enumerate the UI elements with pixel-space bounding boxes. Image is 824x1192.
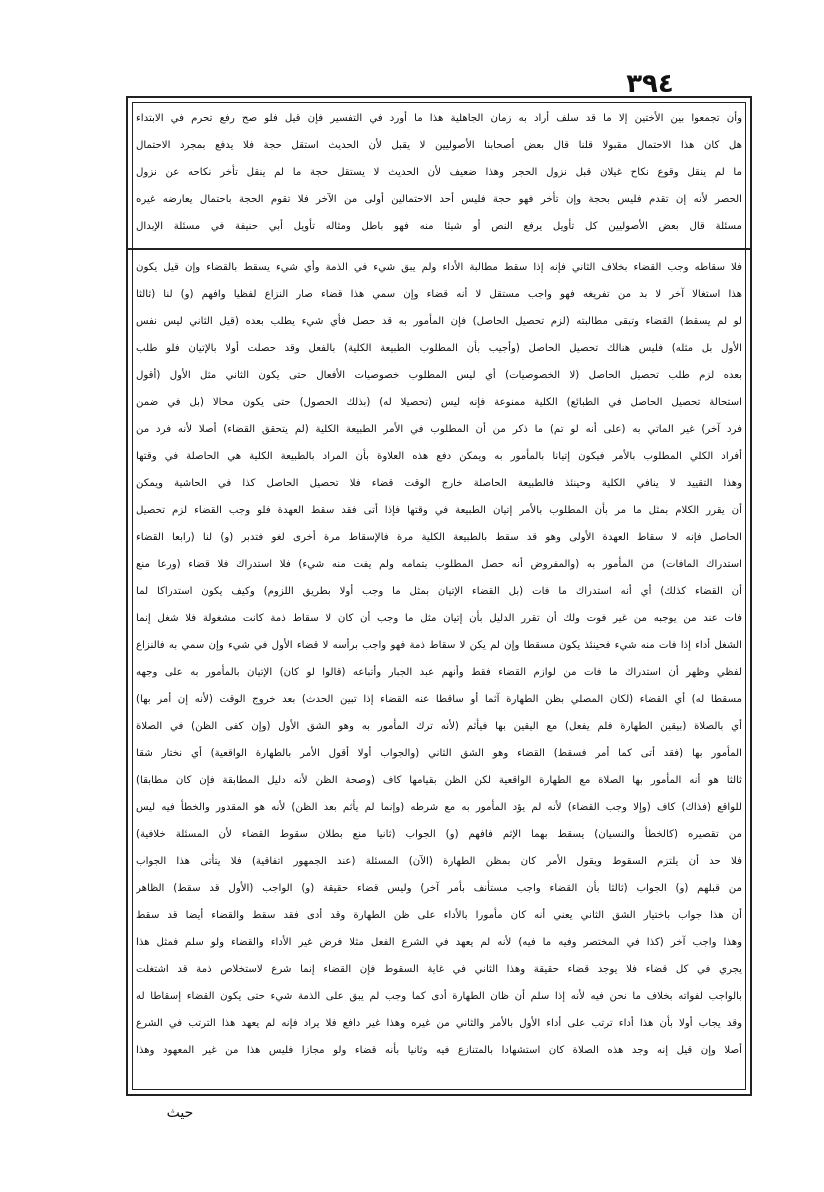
text-line: الشغل أداء إذا فات منه شيء فحينئذ يكون مسقطا وإن لم يكن لا سقاط ذمة فهو واجب برأسه لا قضاء الأول في شيء وإن سمي به فالنزاع bbox=[136, 640, 742, 651]
text-line: من قبلهم (و) الجواب (ثالثا بأن القضاء واجب مستأنف بأمر آخر) وليس قضاء حقيقة (و) الواجب (الأول قد سقط) الظاهر bbox=[136, 883, 742, 894]
text-line: بالواجب لفواته بخلاف ما نحن فيه لأنه إذا سلم أن ظان الطهارة أدى كما وجب لم يبق على الذمة شيء حتى يكون القضاء إسقاطا له bbox=[136, 991, 742, 1002]
section-divider bbox=[128, 248, 750, 250]
text-line: من تقصيره (كالخطأ والنسيان) يسقط بهما الإثم فافهم (و) الجواب (ثانيا منع بطلان سقوط القضاء لأن المسئلة خلافية) bbox=[136, 829, 742, 840]
text-line: أن القضاء كذلك) أي أنه استدراك ما فات (بل القضاء الإتيان بمثل ما وجب أولا بطريق اللزوم) وكيف يكون استدراكا لما bbox=[136, 586, 742, 597]
text-line: أي بالصلاة (بيقين الطهارة فلم يفعل) مع اليقين بها فيأثم (لأنه ترك المأمور به وهو الشق الأول (وإن كفى الظن) في الصلاة bbox=[136, 721, 742, 732]
text-line: هذا استغالا آخر لا بد من تفريغه فهو واجب مستقل لا أنه قضاء وإن سمي هذا قضاء صار النزاع لفظيا وافهم (و) لنا (ثالثا bbox=[136, 289, 742, 300]
text-line: لفظي وظهر أن استدراك ما فات من لوازم القضاء فقط وأنهم عبد الجبار وأتباعه (قالوا لو كان) الإتيان بالمأمور به على وجهه bbox=[136, 667, 742, 678]
text-line: الأول بل مثله) فليس هنالك تحصيل الحاصل (وأجيب بأن المطلوب الطبيعة الكلية) بالفعل وقد حصلت أولا بالإتيان فلو طلب bbox=[136, 343, 742, 354]
text-line: للواقع (فذاك) كاف (وإلا وجب القضاء) لأنه لم يؤد المأمور به مع شرطه (وإنما لم يأثم بعد الظن) لأنه هو المقدور والخطأ فيه ليس bbox=[136, 802, 742, 813]
text-line: الحاصل فإنه لا سقاط العهدة الأولى وهو قد سقط بالطبيعة الكلية مرة فالإسقاط مرة أخرى لغو فتدبر (و) لنا (رابعا القضاء bbox=[136, 532, 742, 543]
text-line: فلا حد أن يلتزم السقوط ويقول الأمر كان بمظن الطهارة (الآن) المسئلة (عند الجمهور اتفاقية) فلا يتأتى هذا الجواب bbox=[136, 856, 742, 867]
marginal-commentary bbox=[136, 106, 742, 246]
text-line: مسقطا له) أي القضاء (لكان المصلي بظن الطهارة آثما أو ساقطا عنه القضاء إذا تبين الحدث) بعد خروج الوقت (لأنه إن أمر بها) bbox=[136, 694, 742, 705]
text-line: أن هذا جواب باختيار الشق الثاني يعني أنه كان مأمورا بالأداء على ظن الطهارة وقد أدى فقد سقط والقضاء أيضا قد سقط bbox=[136, 910, 742, 921]
text-line: أفراد الكلي المطلوب بالأمر فيكون إتيانا بالمأمور به ويمكن دفع هذه العلاوة بأن المراد بالطبيعة الكلية هي الحاصلة في وقتها bbox=[136, 451, 742, 462]
text-line: فلا سقاطه وجب القضاء بخلاف الثاني فإنه إذا سقط مطالبة الأداء ولم يبق شيء في الذمة وأي شيء يسقط بالقضاء وإن قيل يكون bbox=[136, 262, 742, 273]
text-line: يجري في كل قضاء فلا يوجد قضاء حقيقة وهذا الثاني في غاية السقوط فإن القضاء إنما شرع لاستخلاص ذمة قد اشتغلت bbox=[136, 964, 742, 975]
page-frame bbox=[126, 96, 752, 1096]
text-line: وهذا واجب آخر (كذا في المختصر وفيه ما فيه) لأنه لم يعهد في الشرع الفعل مثلا فرض غير الأداء والقضاء ولو سلم فمثل هذا bbox=[136, 937, 742, 948]
text-line: بعده لزم طلب تحصيل الحاصل (لا الخصوصيات) أي ليس المطلوب خصوصيات الأفعال حتى يكون الثاني مثل الأول (أقول bbox=[136, 370, 742, 381]
margin-line: الحصر لأنه إن تقدم فليس بحجة وإن تأخر فهو حجة فليس أحد الاحتمالين أولى من الآخر فلا تقوم الحجة باحتمال يعارضه غيره bbox=[136, 194, 742, 205]
text-line: ثالثا هو أنه المأمور بها الصلاة مع الطهارة الواقعية لكن الظن بقيامها كاف (وصحة الظن لأنه دليل المطابقة فإن كان مطابقا) bbox=[136, 775, 742, 786]
text-line: أصلا وإن قيل إنه وجد هذه الصلاة كان استشهادا بالمتنازع فيه وثانيا بأنه قضاء ولو مجازا فليس هذا من غير المعهود وهذا bbox=[136, 1045, 742, 1056]
text-line: استدراك المافات) من المأمور به (والمفروض أنه حصل المطلوب بتمامه ولم يفت منه شيء) فلا استدراك فلا قضاء (ورعا منع bbox=[136, 559, 742, 570]
text-line: وقد يجاب أولا بأن هذا أداء ترتب على أداء الأول بالأمر والثاني من غيره وهذا غير دافع فلا يراد فإنه لم يعهد هذا الترتب في الشرع bbox=[136, 1018, 742, 1029]
text-line: وهذا التقييد لا ينافي الكلية وحينئذ فالطبيعة الحاصلة خارج الوقت قضاء فلا تحصيل الحاصل كذا في الحاشية ويمكن bbox=[136, 478, 742, 489]
text-line: فات عند من يوجبه من غير فوت ولك أن تقرر الدليل بأن إتيان مثل ما وجب أن كان لا سقاط ذمة كانت مشغولة فلا شغل إنما bbox=[136, 613, 742, 624]
margin-line: ما لم ينقل وقوع نكاح غيلان قبل نزول الحجر وهذا ضعيف لأن الحديث لا يستقل حجة ما لم ينقل تأخر نكاحه عن نزول bbox=[136, 167, 742, 178]
margin-line: هل كان هذا الاحتمال مقبولا قلنا قال بعض أصحابنا الأصوليين لا يقبل لأن الحديث استقل حجة فلا يدفع بمجرد الاحتمال bbox=[136, 140, 742, 151]
page-number: ٣٩٤ bbox=[626, 69, 674, 99]
main-text bbox=[136, 256, 742, 1086]
text-line: فرد آخر) غير الماتي به (على أنه لو تم) ما ذكر من أن المطلوب في الأمر الطبيعة الكلية (لم يتحقق القضاء) أصلا لأنه فرد من bbox=[136, 424, 742, 435]
text-line: المأمور بها (فقد أتى كما أمر فسقط) القضاء وهو الشق الثاني (والجواب أولا أقول الأمر بالطهارة الواقعية) أي نختار شقا bbox=[136, 748, 742, 759]
text-line: لو لم يسقط) القضاء وتبقى مطالبته (لزم تحصيل الحاصل) فإن المأمور به قد حصل فأي شيء يطلب بعده (قيل الثاني ليس نفس bbox=[136, 316, 742, 327]
text-line: أن يقرر الكلام بمثل ما مر بأن المطلوب بالأمر إتيان الطبيعة في وقتها فإذا أتى فقد سقط العهدة فلو وجب القضاء لزم تحصيل bbox=[136, 505, 742, 516]
margin-line: وأن تجمعوا بين الأختين إلا ما قد سلف أراد به زمان الجاهلية هذا ما أورد في التفسير فإن قيل فلو صح رفع تحرم في الابتداء bbox=[136, 113, 742, 124]
catchword: حيث bbox=[166, 1105, 194, 1121]
margin-line: مسئلة قال بعض الأصوليين كل تأويل يرفع النص أو شيئا منه فهو باطل ومثاله تأويل أبي حنيفة في مسئلة الإبدال bbox=[136, 221, 742, 232]
text-line: استحالة تحصيل الحاصل في الطبائع) الكلية ممنوعة فإنه ليس (تحصيلا له) (بذلك الحصول) حتى يكون محالا (بل في ضمن bbox=[136, 397, 742, 408]
